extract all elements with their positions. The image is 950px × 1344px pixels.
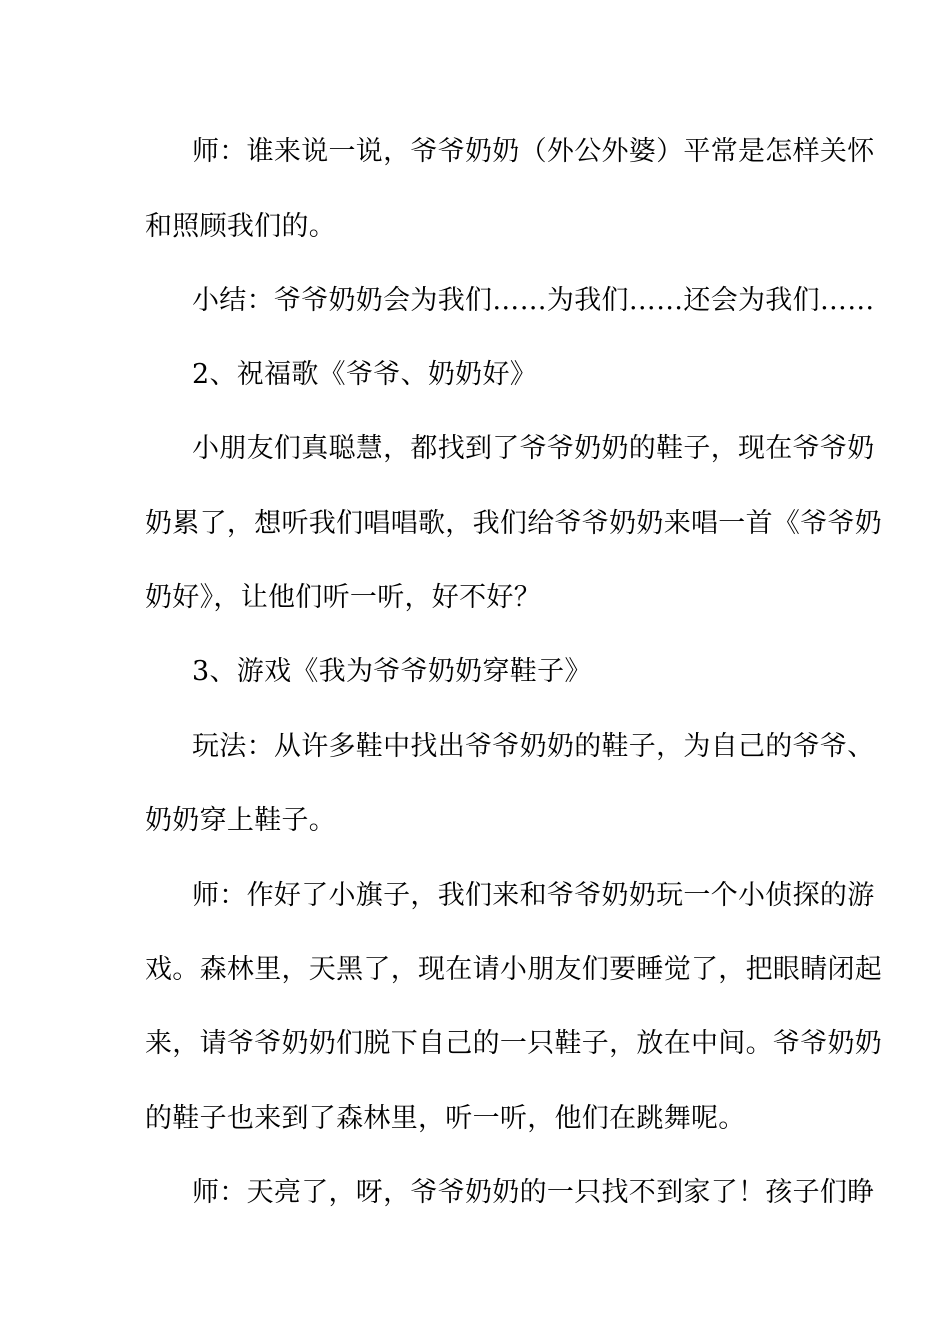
text-line: 来，请爷爷奶奶们脱下自己的一只鞋子，放在中间。爷爷奶奶 xyxy=(145,1028,883,1059)
text-line: 奶好》，让他们听一听，好不好？ xyxy=(145,582,541,613)
text-line: 师：谁来说一说，爷爷奶奶（外公外婆）平常是怎样关怀 xyxy=(192,136,875,167)
section-heading: 3、游戏《我为爷爷奶奶穿鞋子》 xyxy=(192,656,592,687)
text-line: 小结：爷爷奶奶会为我们……为我们……还会为我们…… xyxy=(192,285,875,316)
text-line: 小朋友们真聪慧，都找到了爷爷奶奶的鞋子，现在爷爷奶 xyxy=(192,433,875,464)
text-line: 戏。森林里，天黑了，现在请小朋友们要睡觉了，把眼睛闭起 xyxy=(145,954,883,985)
section-heading: 2、祝福歌《爷爷、奶奶好》 xyxy=(192,359,538,390)
text-line: 师：天亮了，呀，爷爷奶奶的一只找不到家了！孩子们睁 xyxy=(192,1177,875,1208)
text-line: 师：作好了小旗子，我们来和爷爷奶奶玩一个小侦探的游 xyxy=(192,880,875,911)
text-line: 奶累了，想听我们唱唱歌，我们给爷爷奶奶来唱一首《爷爷奶 xyxy=(145,508,883,539)
text-line: 的鞋子也来到了森林里，听一听，他们在跳舞呢。 xyxy=(145,1103,746,1134)
text-line: 和照顾我们的。 xyxy=(145,211,337,242)
text-line: 奶奶穿上鞋子。 xyxy=(145,805,337,836)
text-line: 玩法：从许多鞋中找出爷爷奶奶的鞋子，为自己的爷爷、 xyxy=(192,731,875,762)
